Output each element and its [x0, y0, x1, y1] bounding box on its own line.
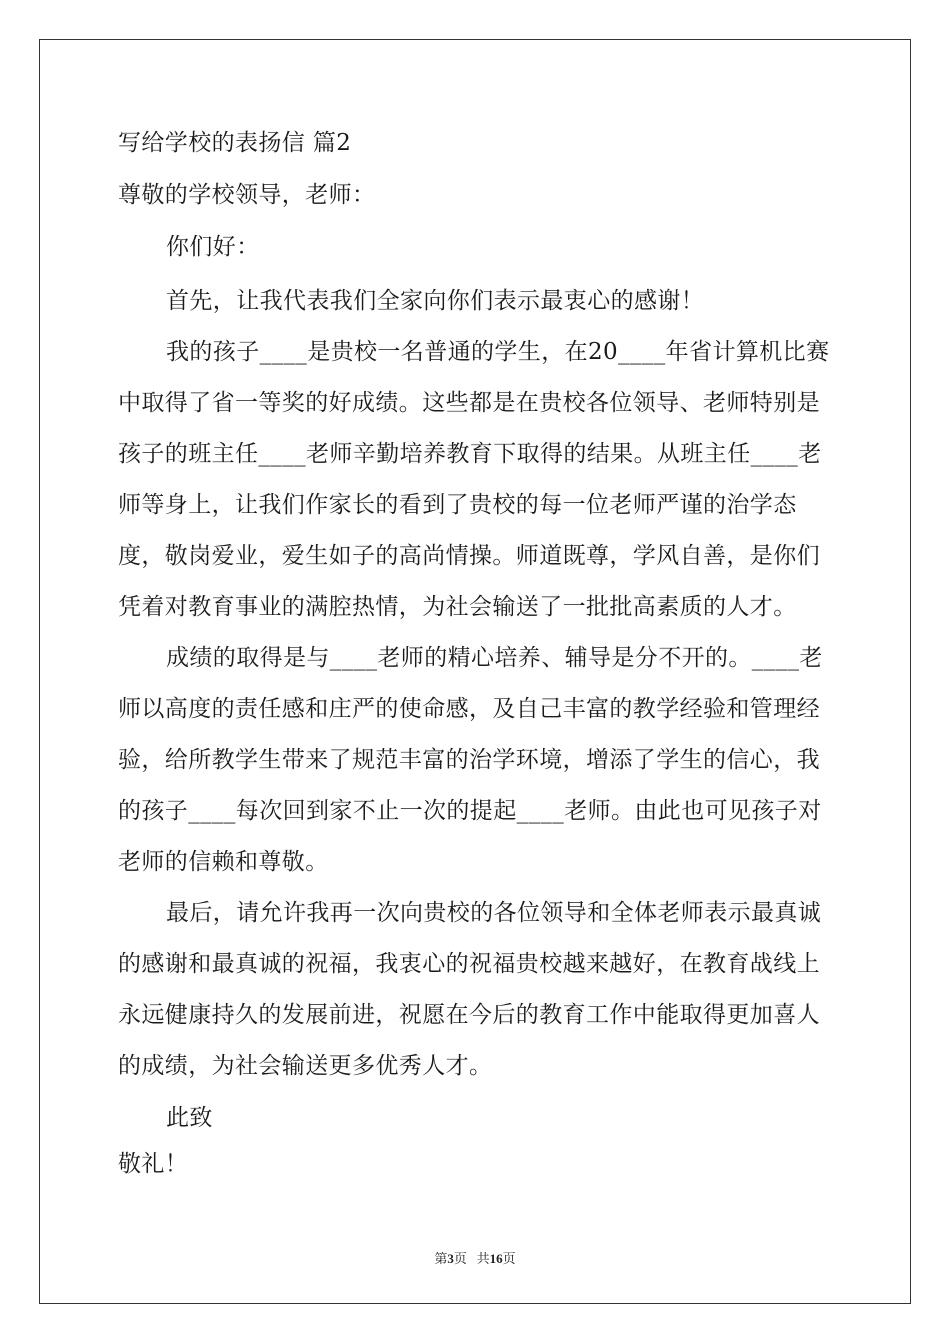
salutation: 尊敬的学校领导，老师：: [118, 182, 376, 208]
paragraph-1: 首先，让我代表我们全家向你们表示最衷心的感谢！: [166, 288, 705, 314]
closing-line-2: 敬礼！: [118, 1151, 189, 1177]
paragraph-2: 我的孩子____是贵校一名普通的学生，在20____年省计算机比赛中取得了省一等奖的好成绩。这些都是在贵校各位领导、老师特别是孩子的班主任____老师辛勤培养教育下取得的结果。从班主任____老师等身上，让我们作家长的看到了贵校的每一位老师严谨的治学态度，敬岗爱业，爱生如子的高尚情操。师道既尊，学风自善，是你们凭着对教育事业的满腔热情，为社会输送了一批批高素质的人才。: [118, 339, 830, 620]
paragraph-4: 最后，请允许我再一次向贵校的各位领导和全体老师表示最真诚的感谢和最真诚的祝福，我衷心的祝福贵校越来越好，在教育战线上永远健康持久的发展前进，祝愿在今后的教育工作中能取得更加喜人的成绩，为社会输送更多优秀人才。: [118, 900, 822, 1079]
page-current: 3: [447, 1251, 454, 1266]
document-body: [118, 128, 836, 1179]
paragraph-3: 成绩的取得是与____老师的精心培养、辅导是分不开的。____老师以高度的责任感和庄严的使命感，及自己丰富的教学经验和管理经验，给所教学生带来了规范丰富的治学环境，增添了学生的信心，我的孩子____每次回到家不止一次的提起____老师。由此也可见孩子对老师的信赖和尊敬。: [118, 645, 823, 875]
page-suffix: 页: [453, 1251, 467, 1266]
closing-line-1: 此致: [166, 1105, 213, 1131]
greeting: 你们好：: [166, 234, 260, 260]
page-prefix: 第: [434, 1251, 448, 1266]
total-suffix: 页: [502, 1251, 516, 1266]
page-total: 16: [489, 1251, 503, 1266]
document-title: 写给学校的表扬信 篇2: [118, 130, 352, 156]
page-footer: [0, 1248, 950, 1267]
total-prefix: 共: [476, 1251, 490, 1266]
